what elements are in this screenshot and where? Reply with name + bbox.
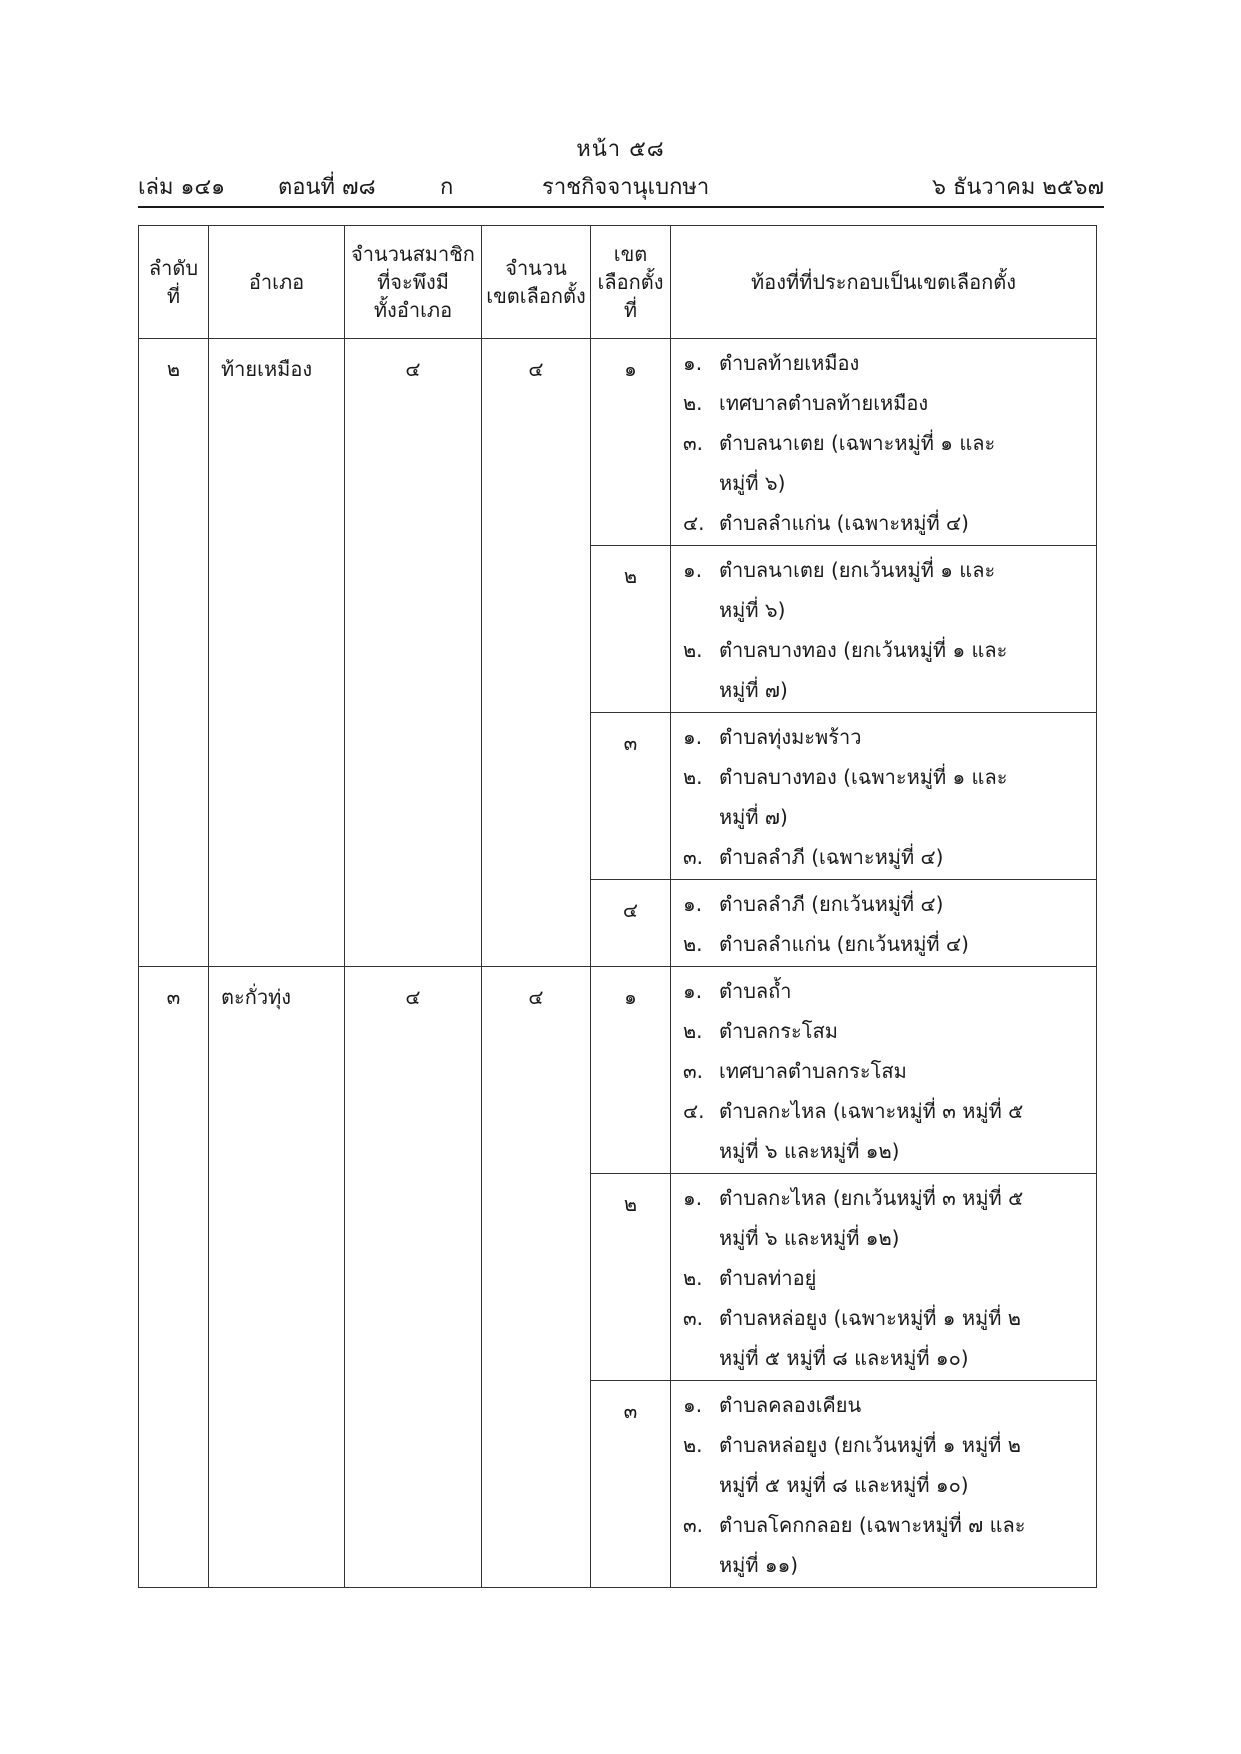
page-number: หน้า ๕๘ bbox=[576, 137, 665, 162]
district-order: ๒ bbox=[139, 339, 209, 967]
gazette-title: ราชกิจจานุเบกษา bbox=[542, 175, 710, 200]
zone-areas bbox=[671, 546, 1097, 713]
list-item: ๑. ตำบลกะไหล (ยกเว้นหมู่ที่ ๓ หมู่ที่ ๕ bbox=[683, 1186, 1024, 1210]
district-order: ๓ bbox=[139, 967, 209, 1588]
list-item: ๑. ตำบลทุ่งมะพร้าว bbox=[683, 725, 862, 749]
list-item: ๒. เทศบาลตำบลท้ายเหมือง bbox=[683, 391, 929, 415]
header-order-line: ลำดับ bbox=[148, 256, 199, 280]
list-item: ๓. ตำบลลำภี (เฉพาะหมู่ที่ ๔) bbox=[683, 845, 944, 869]
header-areas-label: ท้องที่ที่ประกอบเป็นเขตเลือกตั้ง bbox=[751, 270, 1016, 294]
publication-date: ๖ ธันวาคม ๒๕๖๗ bbox=[931, 175, 1104, 200]
list-item: หมู่ที่ ๗) bbox=[719, 805, 788, 829]
district-zones-count: ๔ bbox=[482, 967, 591, 1588]
list-item: หมู่ที่ ๖ และหมู่ที่ ๑๒) bbox=[719, 1139, 900, 1163]
header-district-label: อำเภอ bbox=[248, 270, 305, 294]
header-members-line: ทั้งอำเภอ bbox=[373, 298, 453, 322]
list-item: ๑. ตำบลนาเตย (ยกเว้นหมู่ที่ ๑ และ bbox=[683, 558, 996, 582]
list-item: ๓. เทศบาลตำบลกระโสม bbox=[683, 1059, 907, 1083]
list-item: หมู่ที่ ๕ หมู่ที่ ๘ และหมู่ที่ ๑๐) bbox=[719, 1473, 969, 1497]
list-item: ๒. ตำบลท่าอยู่ bbox=[683, 1266, 817, 1290]
list-item: หมู่ที่ ๕ หมู่ที่ ๘ และหมู่ที่ ๑๐) bbox=[719, 1346, 969, 1370]
list-item: ๑. ตำบลท้ายเหมือง bbox=[683, 351, 860, 375]
zone-number: ๓ bbox=[591, 1381, 671, 1588]
header-areas bbox=[671, 226, 1097, 339]
zone-number: ๑ bbox=[591, 339, 671, 546]
list-item: ๓. ตำบลหล่อยูง (เฉพาะหมู่ที่ ๑ หมู่ที่ ๒ bbox=[683, 1306, 1021, 1330]
table-row bbox=[139, 967, 1097, 1174]
header-zones-count-line: เขตเลือกตั้ง bbox=[486, 284, 586, 308]
header-zone-number-line: เขต bbox=[613, 242, 648, 266]
header-divider bbox=[138, 206, 1104, 208]
zone-areas bbox=[671, 713, 1097, 880]
list-item: หมู่ที่ ๖) bbox=[719, 598, 786, 622]
zone-areas bbox=[671, 339, 1097, 546]
district-name: ตะกั่วทุ่ง bbox=[209, 967, 345, 1588]
header-zone-number-line: ที่ bbox=[623, 298, 638, 322]
zone-areas bbox=[671, 880, 1097, 967]
zone-number: ๒ bbox=[591, 546, 671, 713]
header-zone-number-line: เลือกตั้ง bbox=[597, 270, 664, 294]
district-name: ท้ายเหมือง bbox=[209, 339, 345, 967]
header-zone-number bbox=[591, 226, 671, 339]
list-item: ๓. ตำบลนาเตย (เฉพาะหมู่ที่ ๑ และ bbox=[683, 431, 996, 455]
header-members-line: จำนวนสมาชิก bbox=[351, 242, 475, 266]
zone-number: ๔ bbox=[591, 880, 671, 967]
list-item: หมู่ที่ ๑๑) bbox=[719, 1553, 799, 1577]
list-item: ๒. ตำบลบางทอง (เฉพาะหมู่ที่ ๑ และ bbox=[683, 765, 1008, 789]
district-zones-count: ๔ bbox=[482, 339, 591, 967]
list-item: หมู่ที่ ๖) bbox=[719, 471, 786, 495]
list-item: ๑. ตำบลถ้ำ bbox=[683, 979, 792, 1003]
table-row bbox=[139, 339, 1097, 546]
list-item: ๓. ตำบลโคกกลอย (เฉพาะหมู่ที่ ๗ และ bbox=[683, 1513, 1026, 1537]
zone-areas bbox=[671, 967, 1097, 1174]
header-zones-count-line: จำนวน bbox=[505, 256, 567, 280]
header-members-line: ที่จะพึงมี bbox=[377, 270, 449, 294]
header-district bbox=[209, 226, 345, 339]
list-item: ๑. ตำบลลำภี (ยกเว้นหมู่ที่ ๔) bbox=[683, 892, 944, 916]
volume-number: เล่ม ๑๔๑ bbox=[138, 175, 226, 200]
list-item: หมู่ที่ ๗) bbox=[719, 678, 788, 702]
table-header-row bbox=[139, 226, 1097, 339]
zone-number: ๓ bbox=[591, 713, 671, 880]
issue-number: ตอนที่ ๗๘ bbox=[278, 175, 376, 200]
header-order-line: ที่ bbox=[166, 284, 181, 308]
list-item: ๒. ตำบลลำแก่น (ยกเว้นหมู่ที่ ๔) bbox=[683, 932, 969, 956]
list-item: หมู่ที่ ๖ และหมู่ที่ ๑๒) bbox=[719, 1226, 900, 1250]
list-item: ๔. ตำบลกะไหล (เฉพาะหมู่ที่ ๓ หมู่ที่ ๕ bbox=[683, 1099, 1024, 1123]
list-item: ๒. ตำบลกระโสม bbox=[683, 1019, 838, 1043]
list-item: ๒. ตำบลบางทอง (ยกเว้นหมู่ที่ ๑ และ bbox=[683, 638, 1008, 662]
header-zones-count bbox=[482, 226, 591, 339]
zone-number: ๑ bbox=[591, 967, 671, 1174]
gazette-header bbox=[138, 169, 1104, 209]
header-order bbox=[139, 226, 209, 339]
election-zone-table bbox=[138, 225, 1097, 1588]
list-item: ๔. ตำบลลำแก่น (เฉพาะหมู่ที่ ๔) bbox=[683, 511, 969, 535]
section-letter: ก bbox=[440, 175, 454, 200]
list-item: ๑. ตำบลคลองเคียน bbox=[683, 1393, 862, 1417]
header-members bbox=[345, 226, 482, 339]
zone-number: ๒ bbox=[591, 1174, 671, 1381]
district-members: ๔ bbox=[345, 339, 482, 967]
district-members: ๔ bbox=[345, 967, 482, 1588]
list-item: ๒. ตำบลหล่อยูง (ยกเว้นหมู่ที่ ๑ หมู่ที่ ๒ bbox=[683, 1433, 1021, 1457]
zone-areas bbox=[671, 1174, 1097, 1381]
zone-areas bbox=[671, 1381, 1097, 1588]
